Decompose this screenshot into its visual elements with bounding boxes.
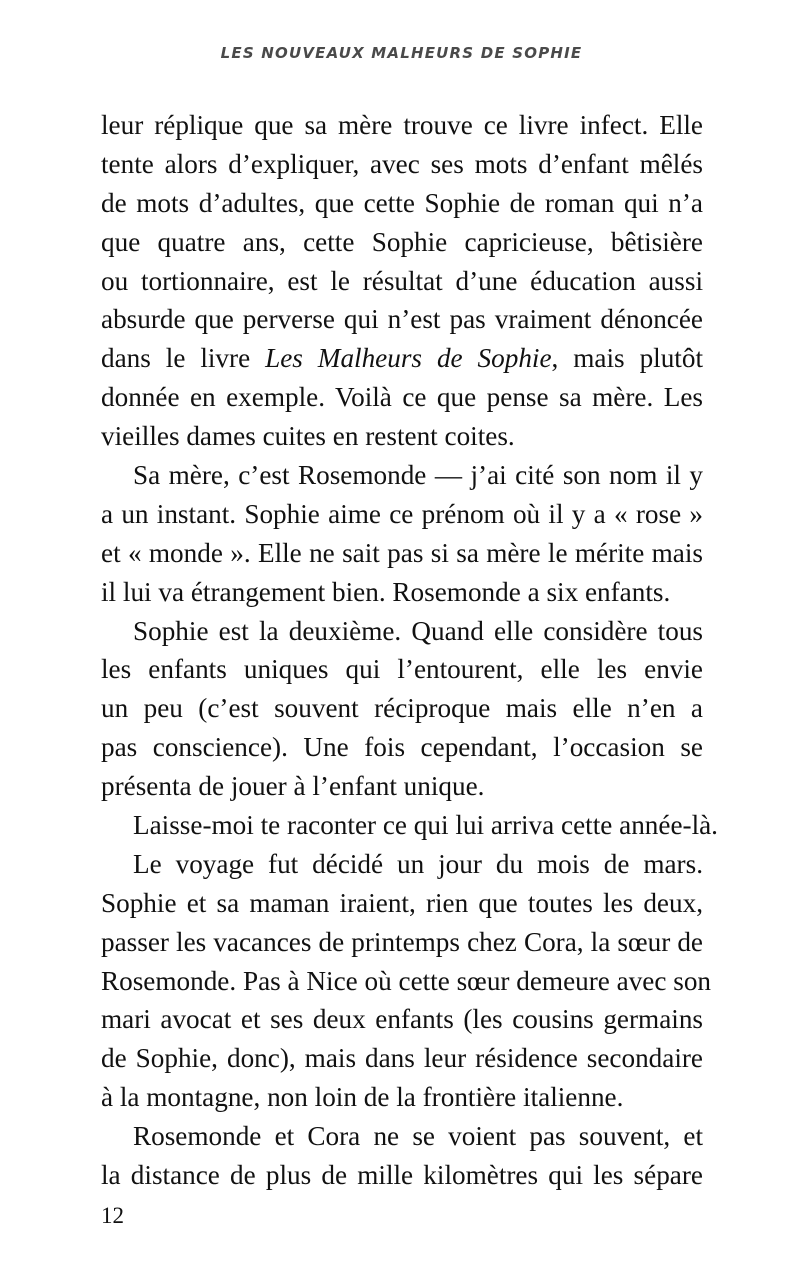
body-text — [101, 106, 718, 1195]
text-line: mari avocat et ses deux enfants (les cousins germains — [101, 1004, 703, 1035]
text-line: que quatre ans, cette Sophie capricieuse, bêtisière — [101, 226, 703, 257]
text-run: dans le livre — [101, 343, 266, 374]
text-line: a un instant. Sophie aime ce prénom où il y a « rose » — [101, 498, 703, 529]
text-line: Sophie et sa maman iraient, rien que toutes les deux, — [101, 887, 703, 918]
text-line: Rosemonde. Pas à Nice où cette sœur demeure avec son — [101, 965, 712, 996]
text-line: Laisse-moi te raconter ce qui lui arriva cette année-là. — [133, 810, 718, 841]
paragraph — [101, 106, 703, 456]
paragraph — [101, 1117, 703, 1195]
text-line: les enfants uniques qui l’entourent, elle les envie — [101, 654, 703, 685]
paragraph — [101, 845, 712, 1117]
text-line: un peu (c’est souvent réciproque mais elle n’en a — [101, 693, 703, 724]
text-line: Sophie est la deuxième. Quand elle considère tous — [133, 615, 703, 646]
paragraph — [101, 806, 718, 845]
text-line: donnée en exemple. Voilà ce que pense sa mère. Les — [101, 382, 703, 413]
paragraph — [101, 456, 703, 612]
text-line: et « monde ». Elle ne sait pas si sa mère le mérite mais — [101, 537, 703, 568]
running-header: LES NOUVEAUX MALHEURS DE SOPHIE — [220, 44, 583, 62]
text-line: de Sophie, donc), mais dans leur résidence secondaire — [101, 1043, 703, 1074]
text-line: absurde que perverse qui n’est pas vraiment dénoncée — [101, 304, 703, 335]
text-line: présenta de jouer à l’enfant unique. — [101, 771, 485, 802]
text-line: pas conscience). Une fois cependant, l’occasion se — [101, 732, 703, 763]
text-line: il lui va étrangement bien. Rosemonde a six enfants. — [101, 576, 671, 607]
text-line: leur réplique que sa mère trouve ce livre infect. Elle — [101, 110, 703, 140]
text-line: ou tortionnaire, est le résultat d’une éducation aussi — [101, 265, 703, 296]
paragraph — [101, 612, 703, 806]
text-line: vieilles dames cuites en restent coites. — [101, 421, 515, 452]
text-line: à la montagne, non loin de la frontière italienne. — [101, 1082, 624, 1113]
text-run: , mais plutôt — [551, 343, 704, 374]
text-line: la distance de plus de mille kilomètres qui les sépare — [101, 1160, 703, 1191]
text-line-with-title — [101, 339, 703, 378]
text-line: passer les vacances de printemps chez Cora, la sœur de — [101, 926, 703, 957]
book-title: Les Malheurs de Sophie — [265, 343, 552, 374]
text-line: tente alors d’expliquer, avec ses mots d’enfant mêlés — [101, 148, 703, 179]
text-line: Rosemonde et Cora ne se voient pas souvent, et — [133, 1121, 703, 1152]
text-line: Sa mère, c’est Rosemonde — j’ai cité son nom il y — [133, 460, 703, 491]
page-number: 12 — [101, 1203, 124, 1228]
text-line: de mots d’adultes, que cette Sophie de roman qui n’a — [101, 187, 703, 218]
text-line: Le voyage fut décidé un jour du mois de mars. — [133, 848, 703, 879]
